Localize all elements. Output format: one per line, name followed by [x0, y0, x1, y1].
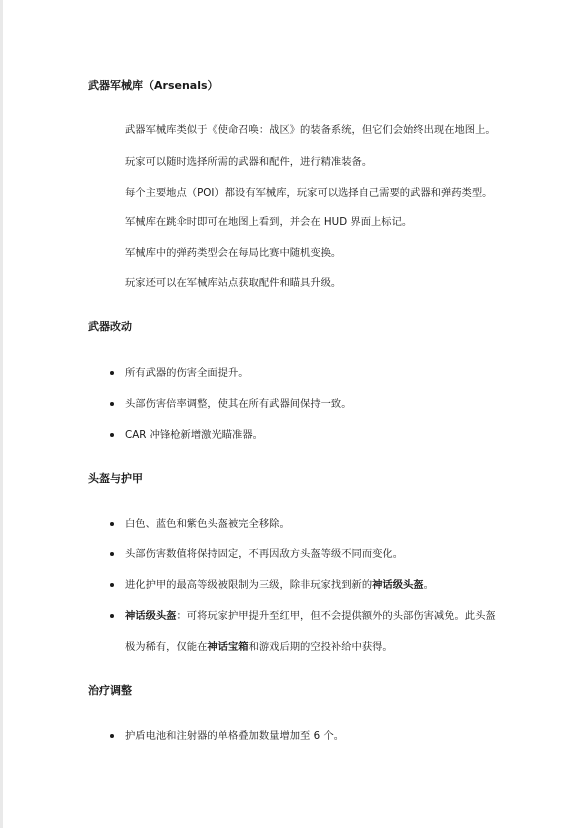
list-item-text: 头部伤害倍率调整，使其在所有武器间保持一致。	[125, 398, 352, 410]
list-item-text: 白色、蓝色和紫色头盔被完全移除。	[125, 518, 290, 530]
item3-bold: 神话级头盔	[372, 579, 424, 591]
item3-post: 。	[423, 579, 434, 591]
arsenals-para-6: 玩家还可以在军械库站点获取配件和瞄具升级。	[125, 277, 342, 289]
arsenals-para-3: 每个主要地点（POI）都设有军械库，玩家可以选择自己需要的武器和弹药类型。	[125, 187, 493, 199]
item4-line2-bold: 神话宝箱	[207, 641, 249, 653]
bullet-icon	[110, 614, 114, 618]
arsenals-para-1: 武器军械库类似于《使命召唤：战区》的装备系统，但它们会始终出现在地图上。	[125, 124, 496, 136]
item4-line2-post: 和游戏后期的空投补给中获得。	[248, 641, 393, 653]
heading-weapons: 武器改动	[88, 320, 132, 333]
bullet-icon	[110, 522, 114, 526]
item4-line2-pre: 极为稀有，仅能在	[125, 641, 208, 653]
heading-helmets: 头盔与护甲	[88, 472, 143, 485]
list-item-text: 头部伤害数值将保持固定，不再因敌方头盔等级不同而变化。	[125, 548, 404, 560]
arsenals-para-4: 军械库在跳伞时即可在地图上看到，并会在 HUD 界面上标记。	[125, 216, 413, 228]
arsenals-para-2: 玩家可以随时选择所需的武器和配件，进行精准装备。	[125, 156, 373, 168]
item4-bold: 神话级头盔	[125, 610, 177, 622]
bullet-icon	[110, 433, 114, 437]
item3-pre: 进化护甲的最高等级被限制为三级，除非玩家找到新的	[125, 579, 373, 591]
page-edge	[0, 0, 3, 828]
bullet-icon	[110, 371, 114, 375]
list-item-text	[125, 609, 496, 623]
bullet-icon	[110, 583, 114, 587]
heading-arsenals: 武器军械库（Arsenals）	[88, 79, 219, 92]
list-item-text	[125, 578, 434, 592]
bullet-icon	[110, 552, 114, 556]
bullet-icon	[110, 734, 114, 738]
bullet-icon	[110, 402, 114, 406]
heading-healing: 治疗调整	[88, 684, 132, 697]
list-item-text	[125, 640, 393, 654]
list-item-text: 所有武器的伤害全面提升。	[125, 367, 249, 379]
list-item-text: 护盾电池和注射器的单格叠加数量增加至 6 个。	[125, 730, 345, 742]
arsenals-para-5: 军械库中的弹药类型会在每局比赛中随机变换。	[125, 247, 342, 259]
list-item-text: CAR 冲锋枪新增激光瞄准器。	[125, 429, 263, 441]
item4-line1: ：可将玩家护甲提升至红甲，但不会提供额外的头部伤害减免。此头盔	[176, 610, 496, 622]
